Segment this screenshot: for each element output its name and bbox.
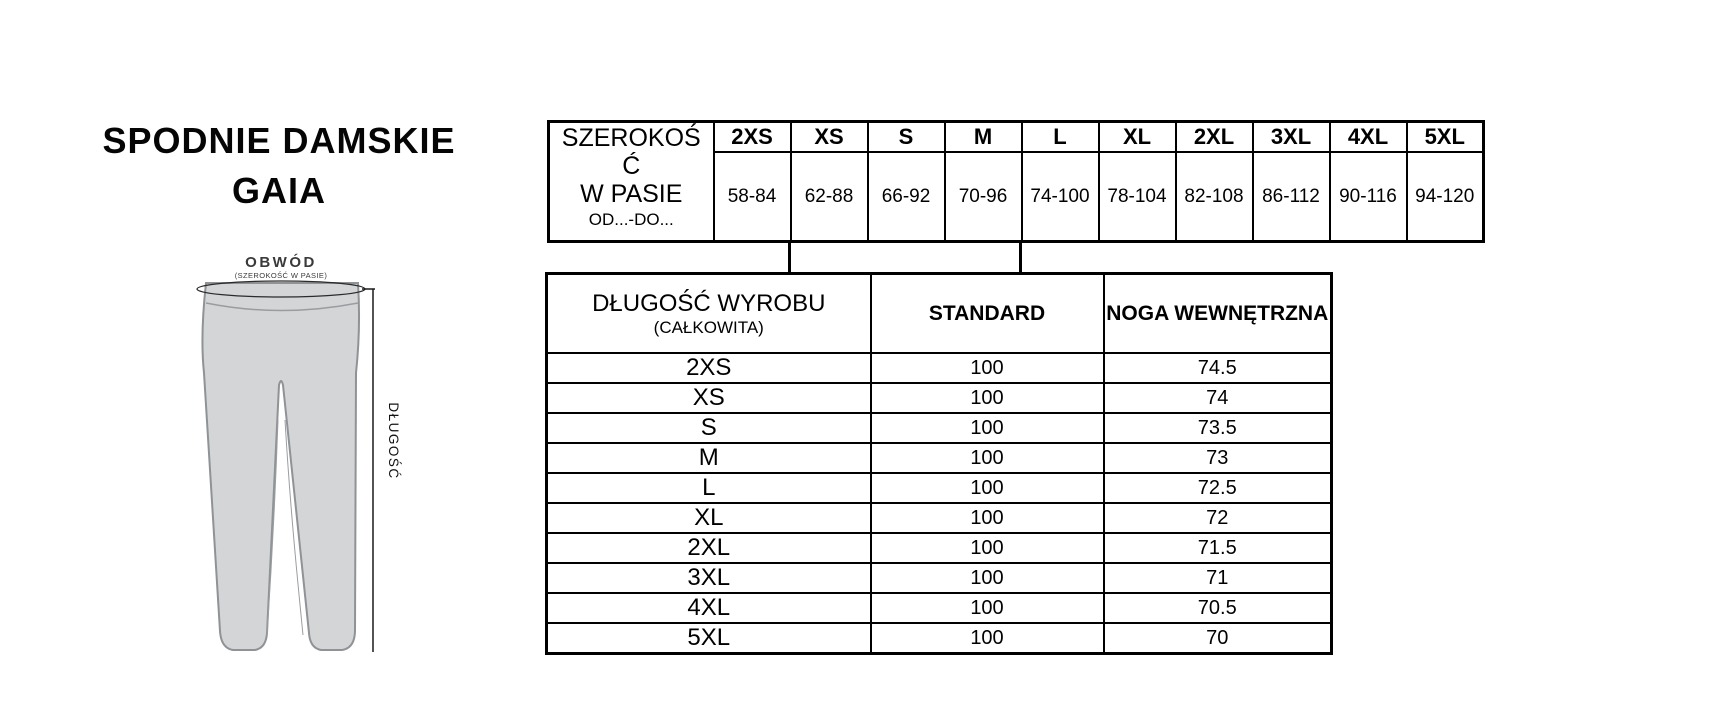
size-cell: L bbox=[547, 473, 871, 503]
range-cell: 86-112 bbox=[1253, 152, 1330, 242]
table-connector-right bbox=[1019, 241, 1022, 274]
range-cell: 66-92 bbox=[868, 152, 945, 242]
size-cell: 4XL bbox=[547, 593, 871, 623]
size-cell: XS bbox=[547, 383, 871, 413]
size-cell: S bbox=[547, 413, 871, 443]
inner-leg-cell: 73 bbox=[1104, 443, 1332, 473]
table-row bbox=[547, 503, 1332, 533]
length-header-line2: (CAŁKOWITA) bbox=[653, 317, 764, 337]
table-row bbox=[547, 533, 1332, 563]
corner-line2: W PASIE bbox=[580, 180, 683, 208]
inner-leg-cell: 72.5 bbox=[1104, 473, 1332, 503]
size-header: 5XL bbox=[1407, 122, 1484, 153]
size-header: M bbox=[945, 122, 1022, 153]
size-header: S bbox=[868, 122, 945, 153]
standard-cell: 100 bbox=[871, 353, 1104, 383]
table-connector-left bbox=[788, 241, 791, 274]
corner-line3: OD...-DO... bbox=[588, 210, 674, 229]
length-label: DŁUGOŚĆ bbox=[386, 402, 401, 480]
pants-illustration bbox=[203, 283, 360, 650]
length-table-header-row bbox=[547, 274, 1332, 354]
range-cell: 62-88 bbox=[791, 152, 868, 242]
table-row bbox=[547, 473, 1332, 503]
inner-leg-cell: 71 bbox=[1104, 563, 1332, 593]
size-cell: 2XL bbox=[547, 533, 871, 563]
circumference-label: OBWÓD bbox=[245, 254, 317, 271]
size-header: L bbox=[1022, 122, 1099, 153]
size-header: 3XL bbox=[1253, 122, 1330, 153]
size-header: XS bbox=[791, 122, 868, 153]
range-cell: 82-108 bbox=[1176, 152, 1253, 242]
length-header-cell bbox=[547, 274, 871, 354]
inner-leg-cell: 73.5 bbox=[1104, 413, 1332, 443]
size-cell: XL bbox=[547, 503, 871, 533]
size-header: 2XL bbox=[1176, 122, 1253, 153]
waist-size-header-row bbox=[549, 122, 1484, 153]
range-cell: 74-100 bbox=[1022, 152, 1099, 242]
size-cell: M bbox=[547, 443, 871, 473]
size-header: 2XS bbox=[714, 122, 791, 153]
product-title bbox=[38, 116, 520, 216]
table-row bbox=[547, 383, 1332, 413]
table-row bbox=[547, 623, 1332, 654]
inner-leg-cell: 70.5 bbox=[1104, 593, 1332, 623]
standard-cell: 100 bbox=[871, 503, 1104, 533]
size-cell: 5XL bbox=[547, 623, 871, 654]
range-cell: 78-104 bbox=[1099, 152, 1176, 242]
inner-leg-cell: 74.5 bbox=[1104, 353, 1332, 383]
waist-width-table bbox=[547, 120, 1485, 243]
inner-leg-cell: 72 bbox=[1104, 503, 1332, 533]
table-row bbox=[547, 443, 1332, 473]
inner-leg-cell: 74 bbox=[1104, 383, 1332, 413]
standard-cell: 100 bbox=[871, 383, 1104, 413]
table-row bbox=[547, 413, 1332, 443]
table-row bbox=[547, 593, 1332, 623]
waist-table-corner-cell bbox=[549, 122, 714, 242]
standard-cell: 100 bbox=[871, 413, 1104, 443]
product-title-line1: SPODNIE DAMSKIE bbox=[102, 120, 456, 161]
product-title-line2: GAIA bbox=[232, 170, 326, 211]
product-length-table bbox=[545, 272, 1333, 655]
table-row bbox=[547, 353, 1332, 383]
pants-diagram bbox=[163, 243, 403, 673]
standard-cell: 100 bbox=[871, 473, 1104, 503]
circumference-sublabel: (SZEROKOŚĆ W PASIE) bbox=[234, 271, 328, 280]
table-row bbox=[547, 563, 1332, 593]
standard-header-cell: STANDARD bbox=[871, 274, 1104, 354]
corner-line1: SZEROKOŚĆ bbox=[561, 124, 701, 180]
range-cell: 90-116 bbox=[1330, 152, 1407, 242]
standard-cell: 100 bbox=[871, 443, 1104, 473]
length-header-line1: DŁUGOŚĆ WYROBU bbox=[592, 289, 826, 317]
inner-leg-cell: 70 bbox=[1104, 623, 1332, 654]
inner-leg-header-cell: NOGA WEWNĘTRZNA bbox=[1104, 274, 1332, 354]
size-cell: 3XL bbox=[547, 563, 871, 593]
range-cell: 70-96 bbox=[945, 152, 1022, 242]
size-cell: 2XS bbox=[547, 353, 871, 383]
range-cell: 94-120 bbox=[1407, 152, 1484, 242]
standard-cell: 100 bbox=[871, 563, 1104, 593]
inner-leg-cell: 71.5 bbox=[1104, 533, 1332, 563]
range-cell: 58-84 bbox=[714, 152, 791, 242]
standard-cell: 100 bbox=[871, 533, 1104, 563]
size-header: 4XL bbox=[1330, 122, 1407, 153]
standard-cell: 100 bbox=[871, 593, 1104, 623]
size-header: XL bbox=[1099, 122, 1176, 153]
standard-cell: 100 bbox=[871, 623, 1104, 654]
